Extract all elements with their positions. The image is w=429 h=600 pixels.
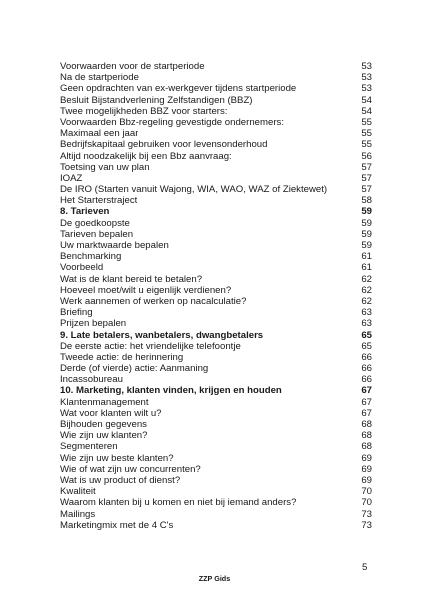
toc-entry xyxy=(60,486,372,497)
toc-entry-page: 62 xyxy=(361,295,372,307)
toc-entry-title: Wie zijn uw klanten? xyxy=(60,430,148,442)
toc-entry xyxy=(60,218,372,229)
toc-entry-page: 59 xyxy=(361,228,372,240)
toc-entry-title: Briefing xyxy=(60,307,93,319)
toc-entry xyxy=(60,509,372,520)
toc-entry-title: Tarieven bepalen xyxy=(60,228,134,240)
toc-entry-title: Maximaal een jaar xyxy=(60,128,139,140)
toc-chapter-heading xyxy=(60,206,372,217)
toc-entry xyxy=(60,151,372,162)
toc-entry-page: 62 xyxy=(361,284,372,296)
toc-entry-page: 53 xyxy=(361,72,372,84)
toc-entry-title: Wat voor klanten wilt u? xyxy=(60,407,162,419)
toc-entry xyxy=(60,419,372,430)
toc-entry-title: Wie zijn uw beste klanten? xyxy=(60,452,174,464)
toc-entry-page: 66 xyxy=(361,374,372,386)
toc-entry xyxy=(60,274,372,285)
toc-entry-title: Bijhouden gegevens xyxy=(60,419,147,430)
toc-entry-page: 59 xyxy=(361,240,372,251)
toc-entry-page: 54 xyxy=(361,94,372,106)
toc-entry xyxy=(60,195,372,206)
toc-entry-page: 57 xyxy=(361,184,372,196)
toc-entry xyxy=(60,374,372,385)
toc-entry-title: Uw marktwaarde bepalen xyxy=(60,240,169,251)
toc-entry xyxy=(60,520,372,531)
toc-entry-page: 68 xyxy=(361,441,372,453)
toc-entry xyxy=(60,128,372,139)
toc-entry xyxy=(60,464,372,475)
toc-entry-title: De goedkoopste xyxy=(60,217,130,229)
toc-entry-title: Tweede actie: de herinnering xyxy=(60,351,184,363)
toc-entry xyxy=(60,83,372,94)
toc-entry-page: 57 xyxy=(361,161,372,173)
toc-entry xyxy=(60,408,372,419)
toc-entry xyxy=(60,262,372,273)
toc-entry-page: 61 xyxy=(361,262,372,274)
toc-chapter-heading xyxy=(60,385,372,396)
toc-entry xyxy=(60,352,372,363)
toc-entry-page: 54 xyxy=(361,105,372,117)
toc-entry-title: Wie of wat zijn uw concurrenten? xyxy=(60,463,201,475)
toc-entry xyxy=(60,240,372,251)
toc-entry-title: Besluit Bijstandverlening Zelfstandigen (BBZ) xyxy=(60,94,253,106)
toc-entry-title: 8. Tarieven xyxy=(60,206,110,218)
toc-entry-page: 57 xyxy=(361,172,372,184)
toc-entry xyxy=(60,162,372,173)
toc-entry-title: Toetsing van uw plan xyxy=(60,161,150,173)
toc-entry-page: 73 xyxy=(361,508,372,520)
toc-entry-title: Derde (of vierde) actie: Aanmaning xyxy=(60,363,209,375)
toc-entry-page: 63 xyxy=(361,307,372,319)
toc-entry xyxy=(60,251,372,262)
toc-entry-page: 59 xyxy=(361,206,372,218)
toc-entry-page: 69 xyxy=(361,452,372,464)
toc-entry xyxy=(60,307,372,318)
toc-entry-page: 61 xyxy=(361,251,372,263)
toc-entry-page: 66 xyxy=(361,351,372,363)
toc-entry-title: Voorwaarden voor de startperiode xyxy=(60,61,205,72)
toc-entry-page: 66 xyxy=(361,363,372,375)
toc-entry-title: Klantenmanagement xyxy=(60,396,149,408)
toc-entry-page: 59 xyxy=(361,217,372,229)
toc-entry-page: 53 xyxy=(361,61,372,72)
toc-entry xyxy=(60,229,372,240)
toc-entry-title: De IRO (Starten vanuit Wajong, WIA, WAO, WAZ of Ziektewet) xyxy=(60,184,328,196)
toc-entry-title: Wat is uw product of dienst? xyxy=(60,474,181,486)
toc-entry-title: Segmenteren xyxy=(60,441,118,453)
toc-entry-title: Het Starterstraject xyxy=(60,195,138,207)
toc-entry-page: 67 xyxy=(361,407,372,419)
toc-entry xyxy=(60,430,372,441)
toc-entry xyxy=(60,397,372,408)
toc-entry-page: 68 xyxy=(361,430,372,442)
toc-entry-page: 73 xyxy=(361,519,372,531)
toc-chapter-heading xyxy=(60,330,372,341)
toc-entry-title: Incassobureau xyxy=(60,374,123,386)
toc-entry-title: Na de startperiode xyxy=(60,72,139,84)
toc-entry-page: 69 xyxy=(361,474,372,486)
toc-entry-page: 55 xyxy=(361,116,372,128)
toc-entry-page: 58 xyxy=(361,195,372,207)
toc-entry xyxy=(60,72,372,83)
toc-entry-page: 55 xyxy=(361,128,372,140)
toc-entry xyxy=(60,475,372,486)
toc-entry-page: 67 xyxy=(361,385,372,397)
toc-entry-title: Hoeveel moet/wilt u eigenlijk verdienen? xyxy=(60,284,232,296)
toc-entry xyxy=(60,318,372,329)
toc-entry xyxy=(60,363,372,374)
toc-entry xyxy=(60,184,372,195)
toc-entry xyxy=(60,139,372,150)
toc-entry xyxy=(60,285,372,296)
toc-entry xyxy=(60,95,372,106)
footer-title: ZZP Gids xyxy=(198,574,231,583)
toc-entry xyxy=(60,173,372,184)
page-number: 5 xyxy=(362,562,368,573)
toc-entry-page: 65 xyxy=(361,340,372,352)
toc-entry-page: 63 xyxy=(361,318,372,330)
toc-entry-page: 67 xyxy=(361,396,372,408)
toc-entry xyxy=(60,497,372,508)
toc-entry-page: 62 xyxy=(361,273,372,285)
toc-entry xyxy=(60,441,372,452)
toc-entry-page: 69 xyxy=(361,463,372,475)
toc-entry-title: Twee mogelijkheden BBZ voor starters: xyxy=(60,105,228,117)
toc-entry-title: Bedrijfskapitaal gebruiken voor levensonderhoud xyxy=(60,139,268,151)
toc-entry-title: Marketingmix met de 4 C's xyxy=(60,519,174,531)
toc-entry-title: IOAZ xyxy=(60,172,83,184)
toc-entry xyxy=(60,117,372,128)
toc-entry-page: 56 xyxy=(361,150,372,162)
toc-entry-title: Voorwaarden Bbz-regeling gevestigde ondernemers: xyxy=(60,116,284,128)
toc-entry-title: De eerste actie: het vriendelijke telefoontje xyxy=(60,340,241,352)
toc-entry-title: Benchmarking xyxy=(60,251,122,263)
toc-entry-title: Waarom klanten bij u komen en niet bij iemand anders? xyxy=(60,497,297,509)
toc-entry-title: 10. Marketing, klanten vinden, krijgen en houden xyxy=(60,385,282,397)
toc-entry-title: Werk aannemen of werken op nacalculatie? xyxy=(60,295,247,307)
toc-entry xyxy=(60,296,372,307)
toc-entry-page: 70 xyxy=(361,486,372,498)
toc-entry-title: Altijd noodzakelijk bij een Bbz aanvraag: xyxy=(60,150,232,162)
toc-entry-title: Prijzen bepalen xyxy=(60,318,127,330)
toc-entry-title: Kwaliteit xyxy=(60,486,96,498)
table-of-contents xyxy=(60,61,372,531)
toc-entry-page: 70 xyxy=(361,497,372,509)
toc-entry-page: 53 xyxy=(361,83,372,95)
toc-entry-title: Wat is de klant bereid te betalen? xyxy=(60,273,203,285)
toc-entry xyxy=(60,453,372,464)
toc-entry-page: 68 xyxy=(361,419,372,430)
toc-entry-title: Mailings xyxy=(60,508,96,520)
toc-entry xyxy=(60,61,372,72)
toc-entry xyxy=(60,341,372,352)
toc-entry-page: 55 xyxy=(361,139,372,151)
toc-entry-page: 65 xyxy=(361,329,372,341)
toc-entry-title: Voorbeeld xyxy=(60,262,104,274)
toc-entry xyxy=(60,106,372,117)
toc-entry-title: Geen opdrachten van ex-werkgever tijdens startperiode xyxy=(60,83,297,95)
toc-entry-title: 9. Late betalers, wanbetalers, dwangbetalers xyxy=(60,329,264,341)
